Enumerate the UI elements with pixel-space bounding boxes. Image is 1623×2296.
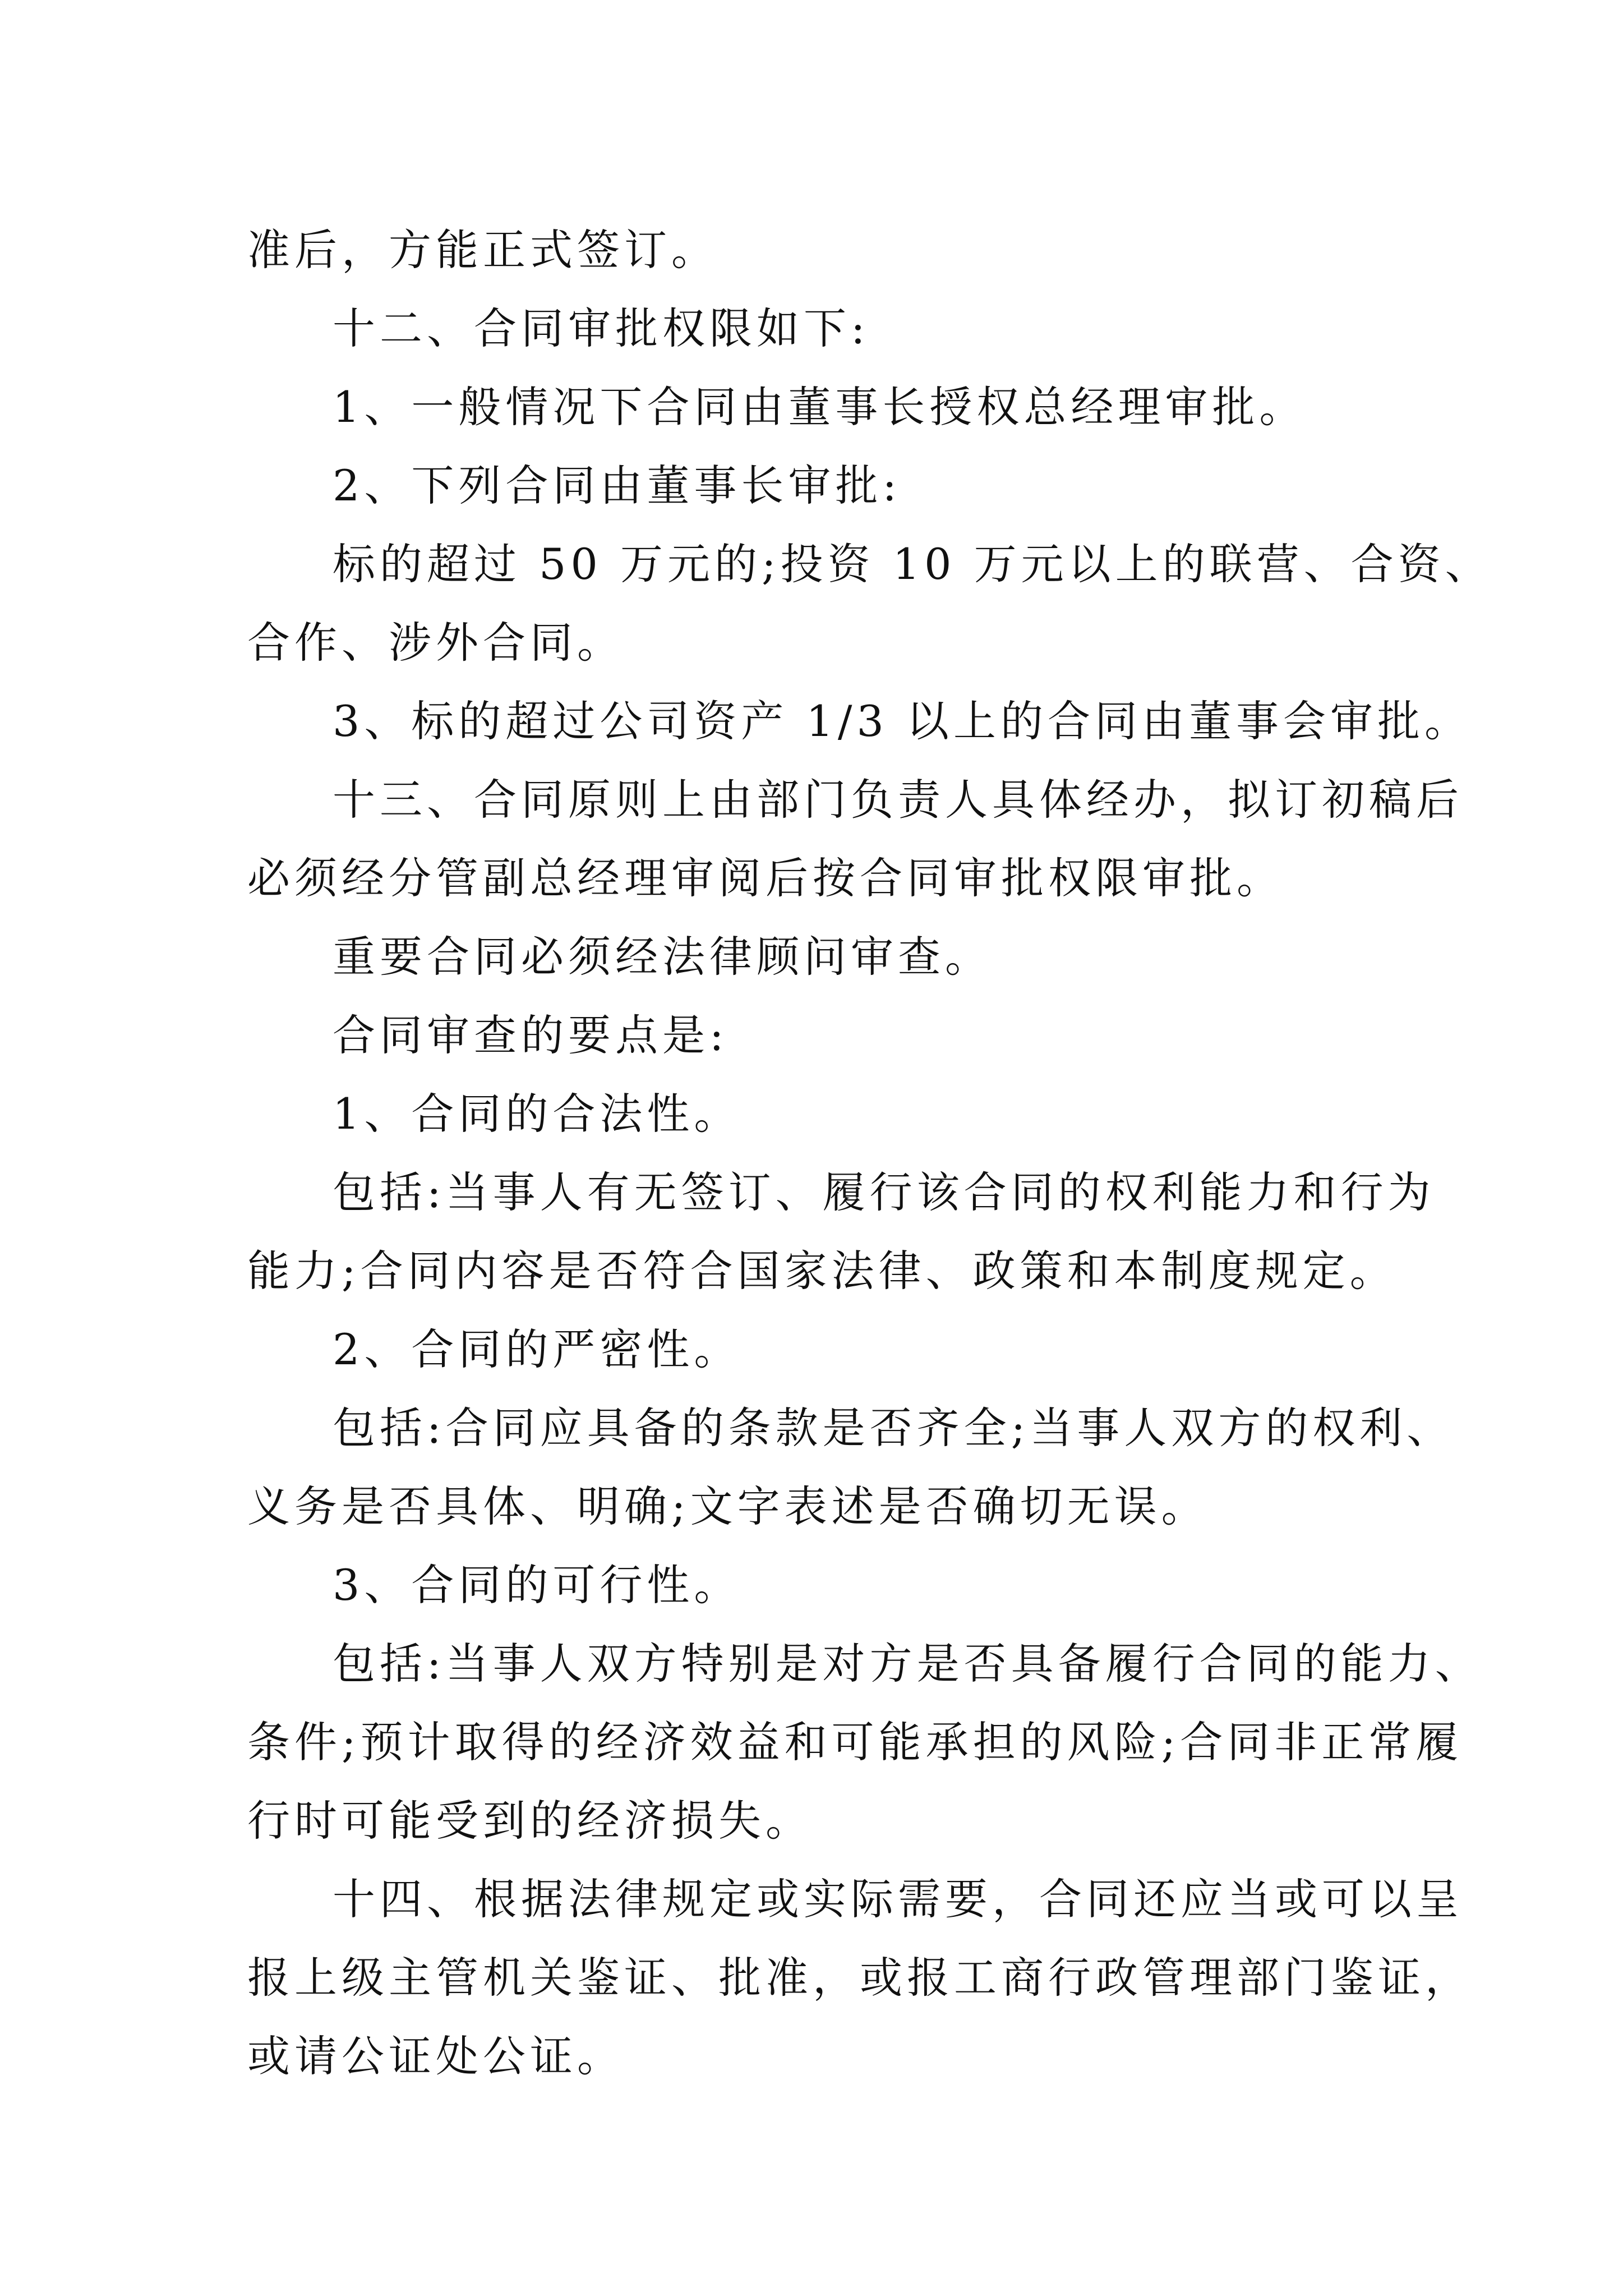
text-line: 行时可能受到的经济损失。	[247, 1796, 813, 1846]
text-line: 标的超过 50 万元的;投资 10 万元以上的联营、合资、	[333, 539, 1492, 589]
text-line: 报上级主管机关鉴证、批准，或报工商行政管理部门鉴证，	[247, 1953, 1472, 2003]
text-line: 能力;合同内容是否符合国家法律、政策和本制度规定。	[247, 1246, 1397, 1296]
text-line: 或请公证处公证。	[247, 2031, 624, 2081]
text-line: 3、合同的可行性。	[333, 1560, 741, 1610]
text-line: 合作、涉外合同。	[247, 618, 624, 668]
text-line: 合同审查的要点是:	[333, 1010, 728, 1060]
text-line: 义务是否具体、明确;文字表述是否确切无误。	[247, 1481, 1209, 1531]
text-line: 准后，方能正式签订。	[247, 225, 718, 275]
text-line: 1、一般情况下合同由董事长授权总经理审批。	[333, 382, 1307, 432]
text-line: 条件;预计取得的经济效益和可能承担的风险;合同非正常履	[247, 1717, 1463, 1767]
text-line: 包括:当事人双方特别是对方是否具备履行合同的能力、	[333, 1639, 1482, 1688]
text-line: 3、标的超过公司资产 1/3 以上的合同由董事会审批。	[333, 696, 1472, 746]
section-heading-12: 十二、合同审批权限如下:	[333, 303, 870, 353]
text-line: 1、合同的合法性。	[333, 1089, 741, 1139]
text-line: 2、下列合同由董事长审批:	[333, 461, 901, 510]
section-heading-14: 十四、根据法律规定或实际需要，合同还应当或可以呈	[333, 1874, 1463, 1924]
text-line: 必须经分管副总经理审阅后按合同审批权限审批。	[247, 853, 1284, 903]
text-line: 2、合同的严密性。	[333, 1324, 741, 1374]
text-line: 包括:合同应具备的条款是否齐全;当事人双方的权利、	[333, 1403, 1454, 1453]
section-heading-13: 十三、合同原则上由部门负责人具体经办，拟订初稿后	[333, 775, 1463, 825]
text-line: 重要合同必须经法律顾问审查。	[333, 932, 992, 982]
text-line: 包括:当事人有无签订、履行该合同的权利能力和行为	[333, 1167, 1435, 1217]
